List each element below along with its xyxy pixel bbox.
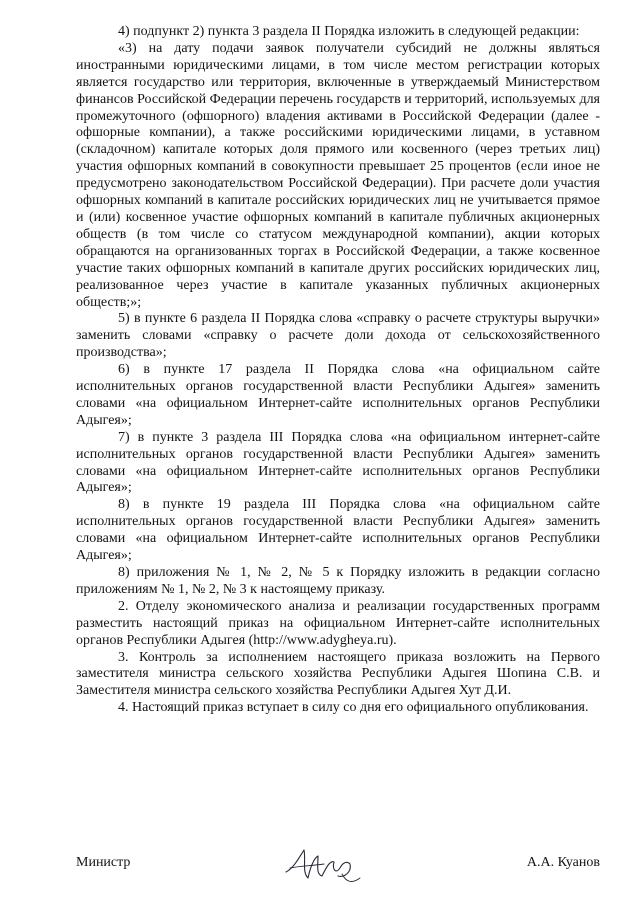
signatory-name: А.А. Куанов	[526, 855, 600, 870]
paragraph-quote-offshore: «3) на дату подачи заявок получатели субсидий не должны являться иностранными юридическими лицами, в том числе местом регистрации которых является государство или территория, включенные в утверждаемый Министерством финансов Российской Федерации перечень государств и территорий, используемых для промежуточного (офшорного) владения активами в Российской Федерации (далее - офшорные компании), а также российскими юридическими лицами, в уставном (складочном) капитале которых доля прямого или косвенного (через третьих лиц) участия офшорных компаний в совокупности превышает 25 процентов (если иное не предусмотрено законодательством Российской Федерации). При расчете доли участия офшорных компаний в капитале российских юридических лиц не учитывается прямое и (или) косвенное участие офшорных компаний в капитале публичных акционерных обществ (в том числе со статусом международной компании), акции которых обращаются на организованных торгах в Российской Федерации, а также косвенное участие таких офшорных компаний в капитале других российских юридических лиц, реализованное через участие в капитале указанных публичных акционерных обществ;»;	[76, 40, 600, 310]
paragraph-point-2: 2. Отделу экономического анализа и реализации государственных программ разместить настоящий приказ на официальном Интернет-сайте исполнительных органов Республики Адыгея (http://www.adygheya.ru).	[76, 598, 600, 648]
paragraph-item-4: 4) подпункт 2) пункта 3 раздела II Порядка изложить в следующей редакции:	[118, 24, 580, 39]
signature-block	[76, 838, 600, 898]
paragraph-item-5: 5) в пункте 6 раздела II Порядка слова «справку о расчете структуры выручки» заменить словами «справку о расчете доли дохода от сельскохозяйственного производства»;	[76, 311, 600, 361]
paragraph-point-3: 3. Контроль за исполнением настоящего приказа возложить на Первого заместителя министра сельского хозяйства Республики Адыгея Шопина С.В. и Заместителя министра сельского хозяйства Республики Адыгея Хут Д.И.	[76, 649, 600, 699]
paragraph-point-4: 4. Настоящий приказ вступает в силу со дня его официального опубликования.	[118, 700, 589, 716]
paragraph-item-6: 6) в пункте 17 раздела II Порядка слова «на официальном сайте исполнительных органов государственной власти Республики Адыгея» заменить словами «на официальном Интернет-сайте исполнительных органов Республики Адыгея»;	[76, 362, 600, 428]
handwritten-signature	[280, 838, 370, 888]
paragraph-item-8b: 8) приложения № 1, № 2, № 5 к Порядку изложить в редакции согласно приложениям № 1, № 2, № 3 к настоящему приказу.	[76, 565, 600, 597]
document-body	[76, 24, 600, 717]
paragraph-item-8a: 8) в пункте 19 раздела III Порядка слова «на официальном сайте исполнительных органов государственной власти Республики Адыгея» заменить словами «на официальном Интернет-сайте исполнительных органов Республики Адыгея»;	[76, 497, 600, 564]
signatory-title: Министр	[76, 855, 131, 870]
paragraph-item-7: 7) в пункте 3 раздела III Порядка слова «на официальном интернет-сайте исполнительных органов государственной власти Республики Адыгея» заменить словами «на официальном Интернет-сайте исполнительных органов Республики Адыгея»;	[76, 429, 600, 496]
